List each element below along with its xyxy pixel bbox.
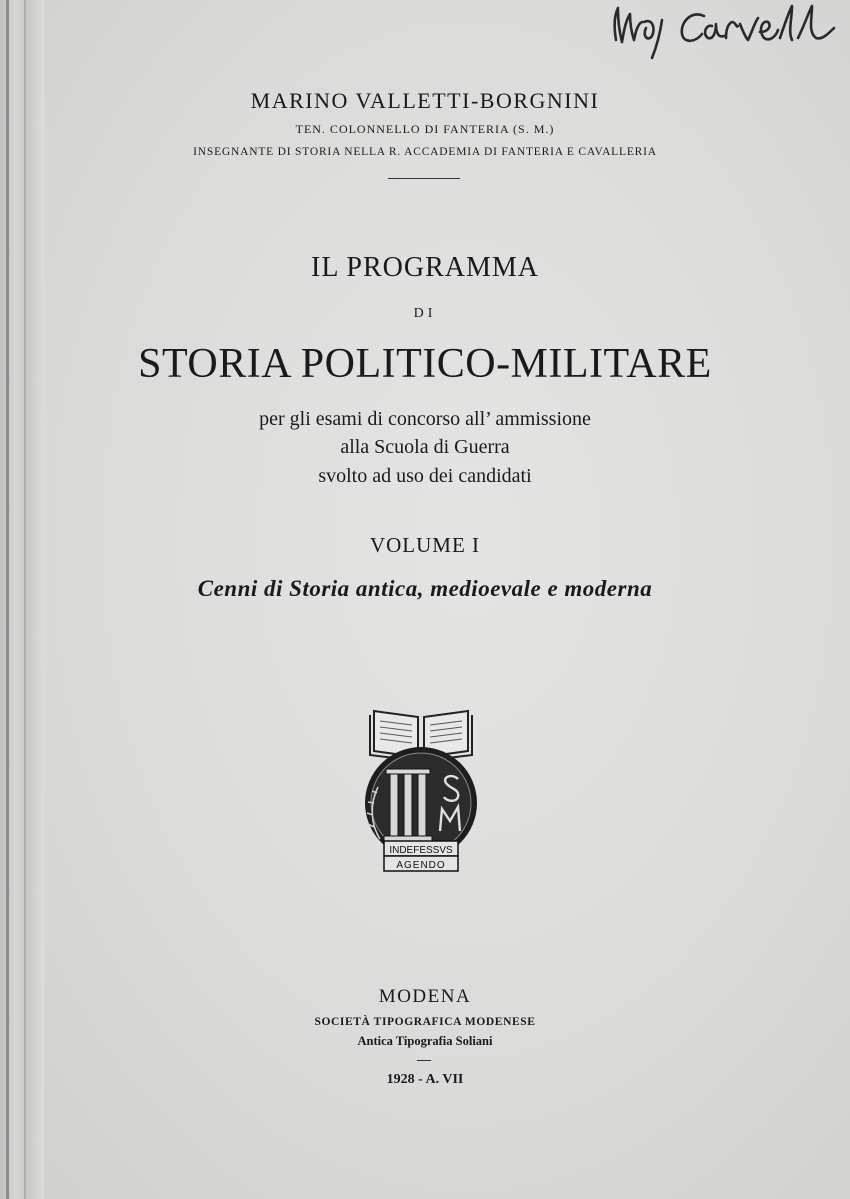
imprint-divider: [417, 1060, 431, 1061]
imprint-city: MODENA: [378, 986, 472, 1007]
author-rank: TEN. COLONNELLO DI FANTERIA (S. M.): [295, 122, 555, 136]
author-position: INSEGNANTE DI STORIA NELLA R. ACCADEMIA DI FANTERIA E CAVALLERIA: [193, 146, 657, 158]
subtitle-line-2: alla Scuola di Guerra: [340, 436, 510, 458]
imprint-year: 1928 - A. VII: [386, 1072, 464, 1087]
header-divider: [388, 178, 460, 179]
title-line-1: IL PROGRAMMA: [311, 252, 539, 283]
subtitle-line-3: svolto ad uso dei candidati: [318, 465, 532, 487]
author-name: MARINO VALLETTI-BORGNINI: [250, 88, 600, 113]
motto-line-2: AGENDO: [396, 860, 446, 871]
motto-line-1: INDEFESSVS: [389, 845, 453, 856]
imprint-press: Antica Tipografia Soliani: [357, 1034, 493, 1048]
subtitle-line-1: per gli esami di concorso all’ ammissione: [259, 408, 591, 430]
volume-subtitle: Cenni di Storia antica, medioevale e moderna: [197, 576, 653, 601]
publisher-emblem-icon: [360, 703, 482, 875]
handwritten-signature-icon: [608, 0, 850, 70]
volume-label: VOLUME I: [369, 533, 481, 557]
imprint-publisher: SOCIETÀ TIPOGRAFICA MODENESE: [314, 1016, 536, 1028]
title-line-2: DI: [413, 306, 437, 321]
main-title: STORIA POLITICO-MILITARE: [138, 341, 712, 387]
